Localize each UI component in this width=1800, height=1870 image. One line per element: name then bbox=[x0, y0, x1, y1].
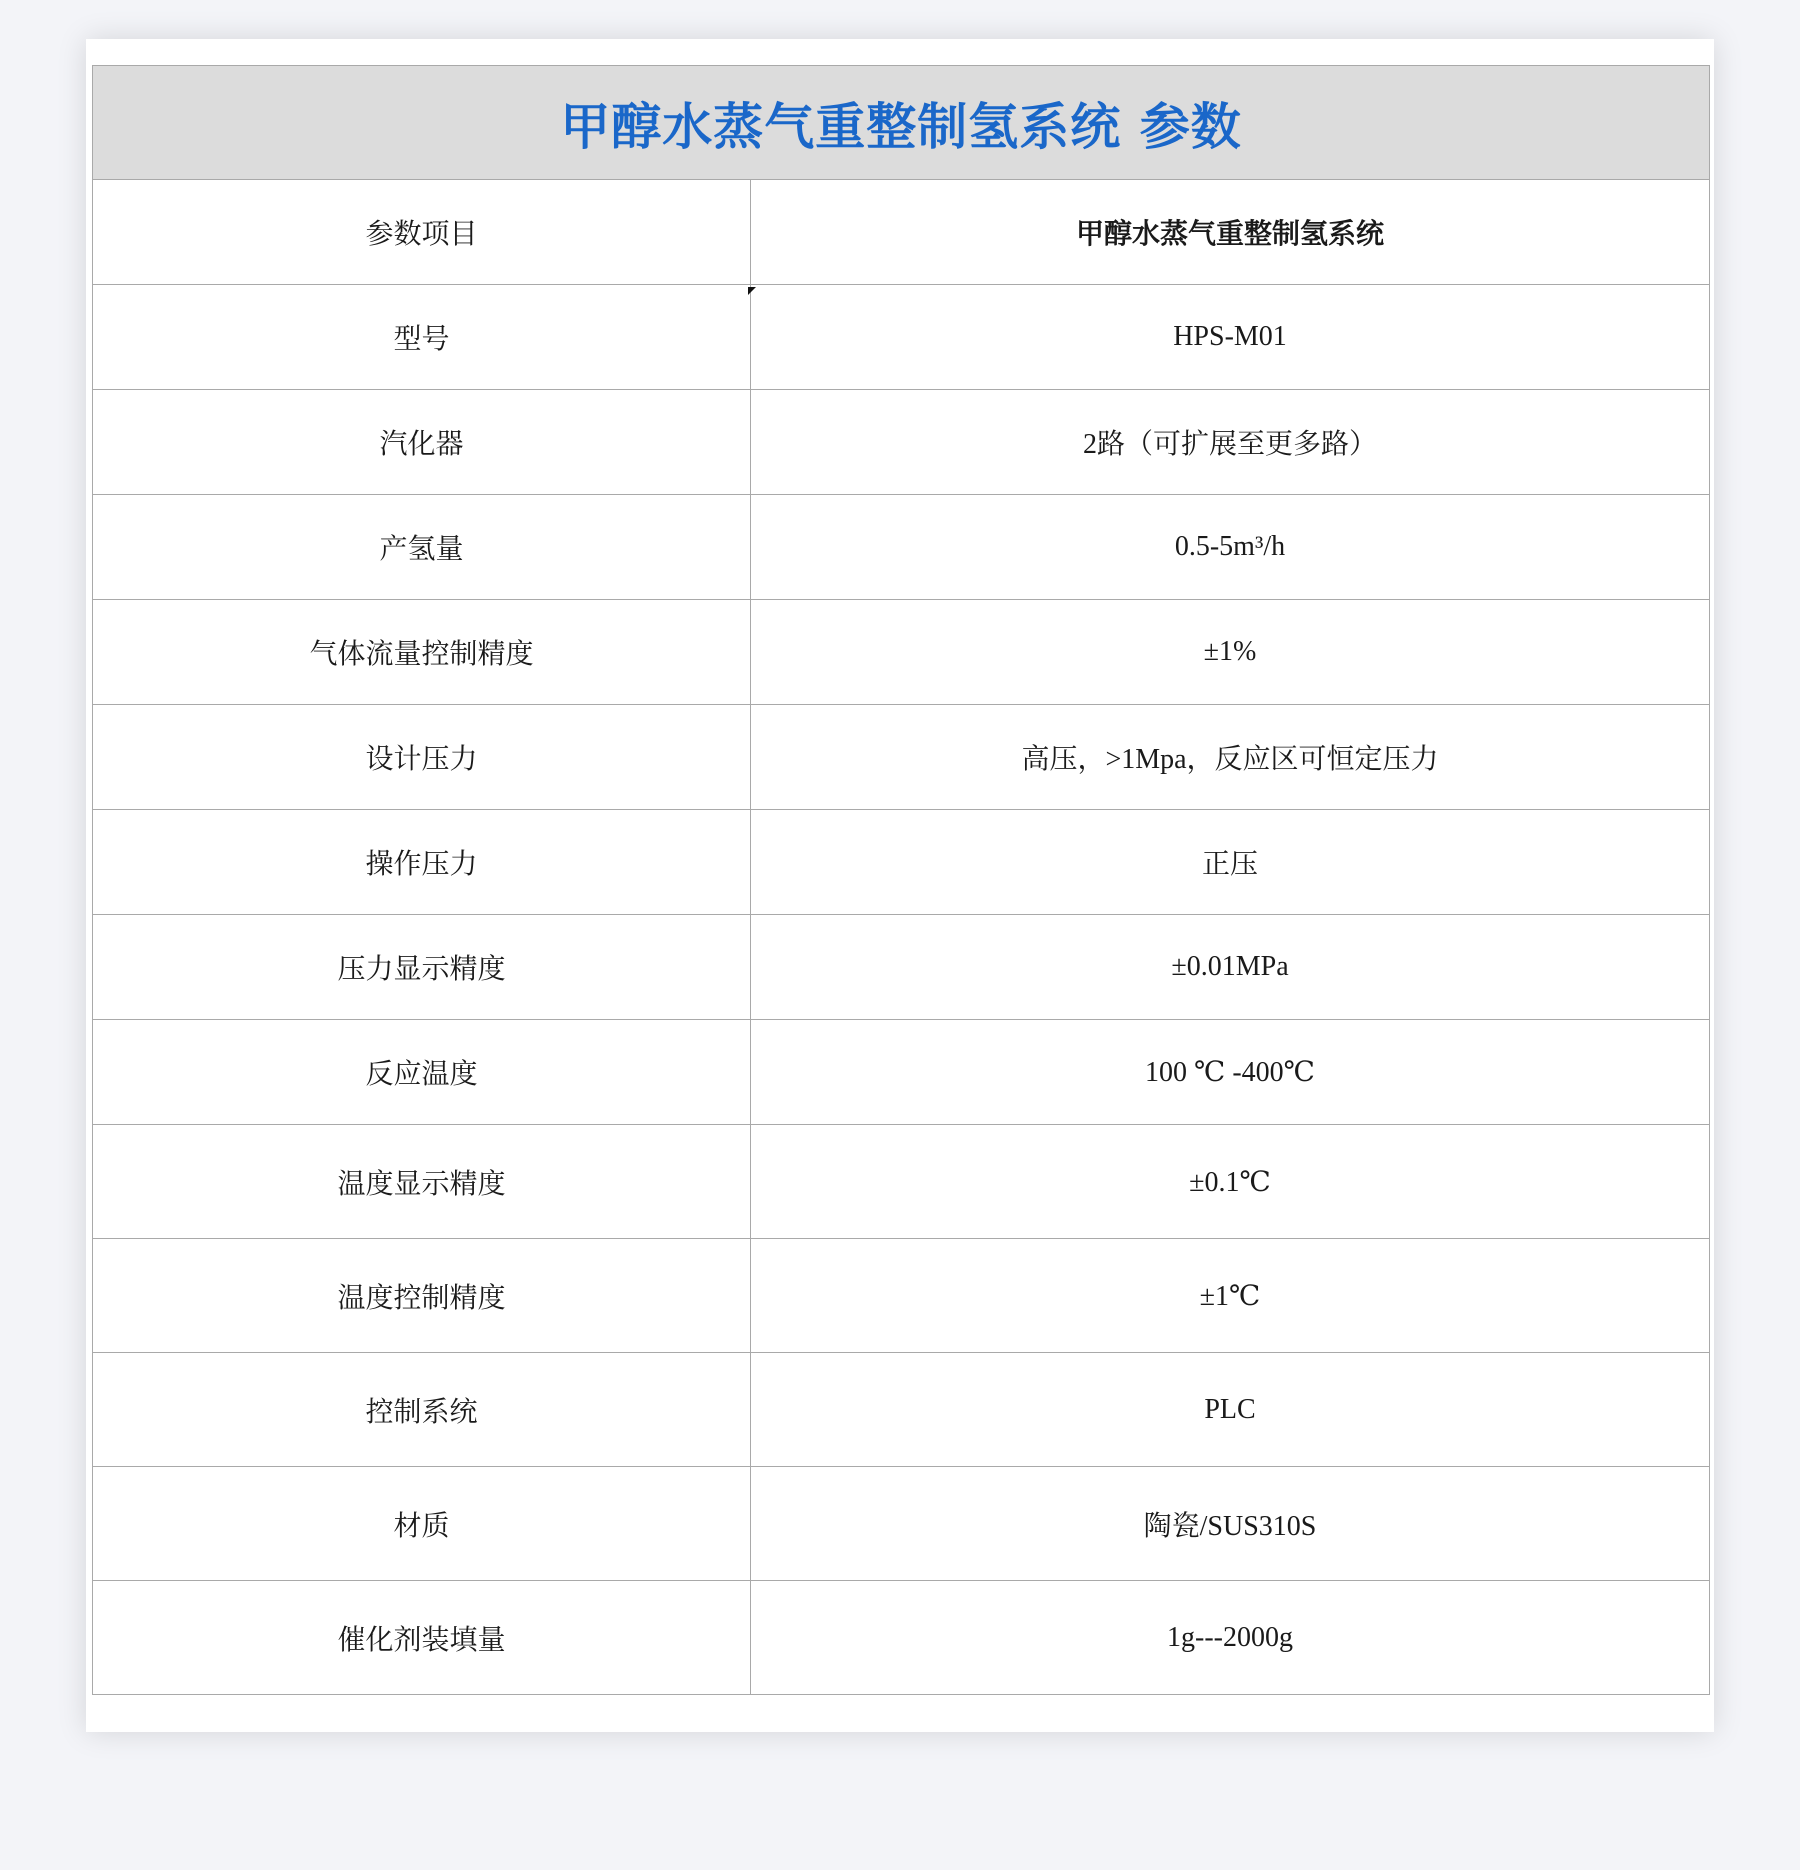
row-label: 催化剂装填量 bbox=[93, 1581, 751, 1695]
row-value: 陶瓷/SUS310S bbox=[751, 1467, 1710, 1581]
table-row bbox=[93, 810, 1710, 915]
table-row bbox=[93, 495, 1710, 600]
table-row bbox=[93, 915, 1710, 1020]
row-label: 温度显示精度 bbox=[93, 1125, 751, 1239]
title-row bbox=[93, 66, 1710, 180]
row-label: 温度控制精度 bbox=[93, 1239, 751, 1353]
row-value: ±1℃ bbox=[751, 1239, 1710, 1353]
table-row bbox=[93, 1581, 1710, 1695]
table-row bbox=[93, 705, 1710, 810]
row-label: 材质 bbox=[93, 1467, 751, 1581]
row-label: 汽化器 bbox=[93, 390, 751, 495]
table-row bbox=[93, 1353, 1710, 1467]
spec-card bbox=[86, 39, 1714, 1732]
row-value: PLC bbox=[751, 1353, 1710, 1467]
table-header-row bbox=[93, 180, 1710, 285]
row-value: 正压 bbox=[751, 810, 1710, 915]
row-value: ±0.01MPa bbox=[751, 915, 1710, 1020]
row-label: 操作压力 bbox=[93, 810, 751, 915]
table-title: 甲醇水蒸气重整制氢系统 参数 bbox=[93, 66, 1710, 180]
row-value: 高压，>1Mpa，反应区可恒定压力 bbox=[751, 705, 1710, 810]
row-label: 产氢量 bbox=[93, 495, 751, 600]
row-label: 设计压力 bbox=[93, 705, 751, 810]
table-row bbox=[93, 1239, 1710, 1353]
row-value: 1g---2000g bbox=[751, 1581, 1710, 1695]
header-label-cell: 参数项目 bbox=[93, 180, 751, 285]
row-label: 反应温度 bbox=[93, 1020, 751, 1125]
table-row bbox=[93, 1125, 1710, 1239]
cell-comment-marker bbox=[748, 287, 756, 295]
row-label: 型号 bbox=[93, 285, 751, 390]
spec-table bbox=[92, 65, 1710, 1695]
header-value-cell: 甲醇水蒸气重整制氢系统 bbox=[751, 180, 1710, 285]
table-row bbox=[93, 1467, 1710, 1581]
row-value: HPS-M01 bbox=[751, 285, 1710, 390]
table-row bbox=[93, 390, 1710, 495]
row-value: 0.5-5m³/h bbox=[751, 495, 1710, 600]
row-label: 气体流量控制精度 bbox=[93, 600, 751, 705]
table-row bbox=[93, 600, 1710, 705]
row-label: 压力显示精度 bbox=[93, 915, 751, 1020]
row-value: 100 ℃ -400℃ bbox=[751, 1020, 1710, 1125]
row-value: ±1% bbox=[751, 600, 1710, 705]
row-value: 2路（可扩展至更多路） bbox=[751, 390, 1710, 495]
row-value: ±0.1℃ bbox=[751, 1125, 1710, 1239]
table-row bbox=[93, 285, 1710, 390]
row-label: 控制系统 bbox=[93, 1353, 751, 1467]
table-row bbox=[93, 1020, 1710, 1125]
